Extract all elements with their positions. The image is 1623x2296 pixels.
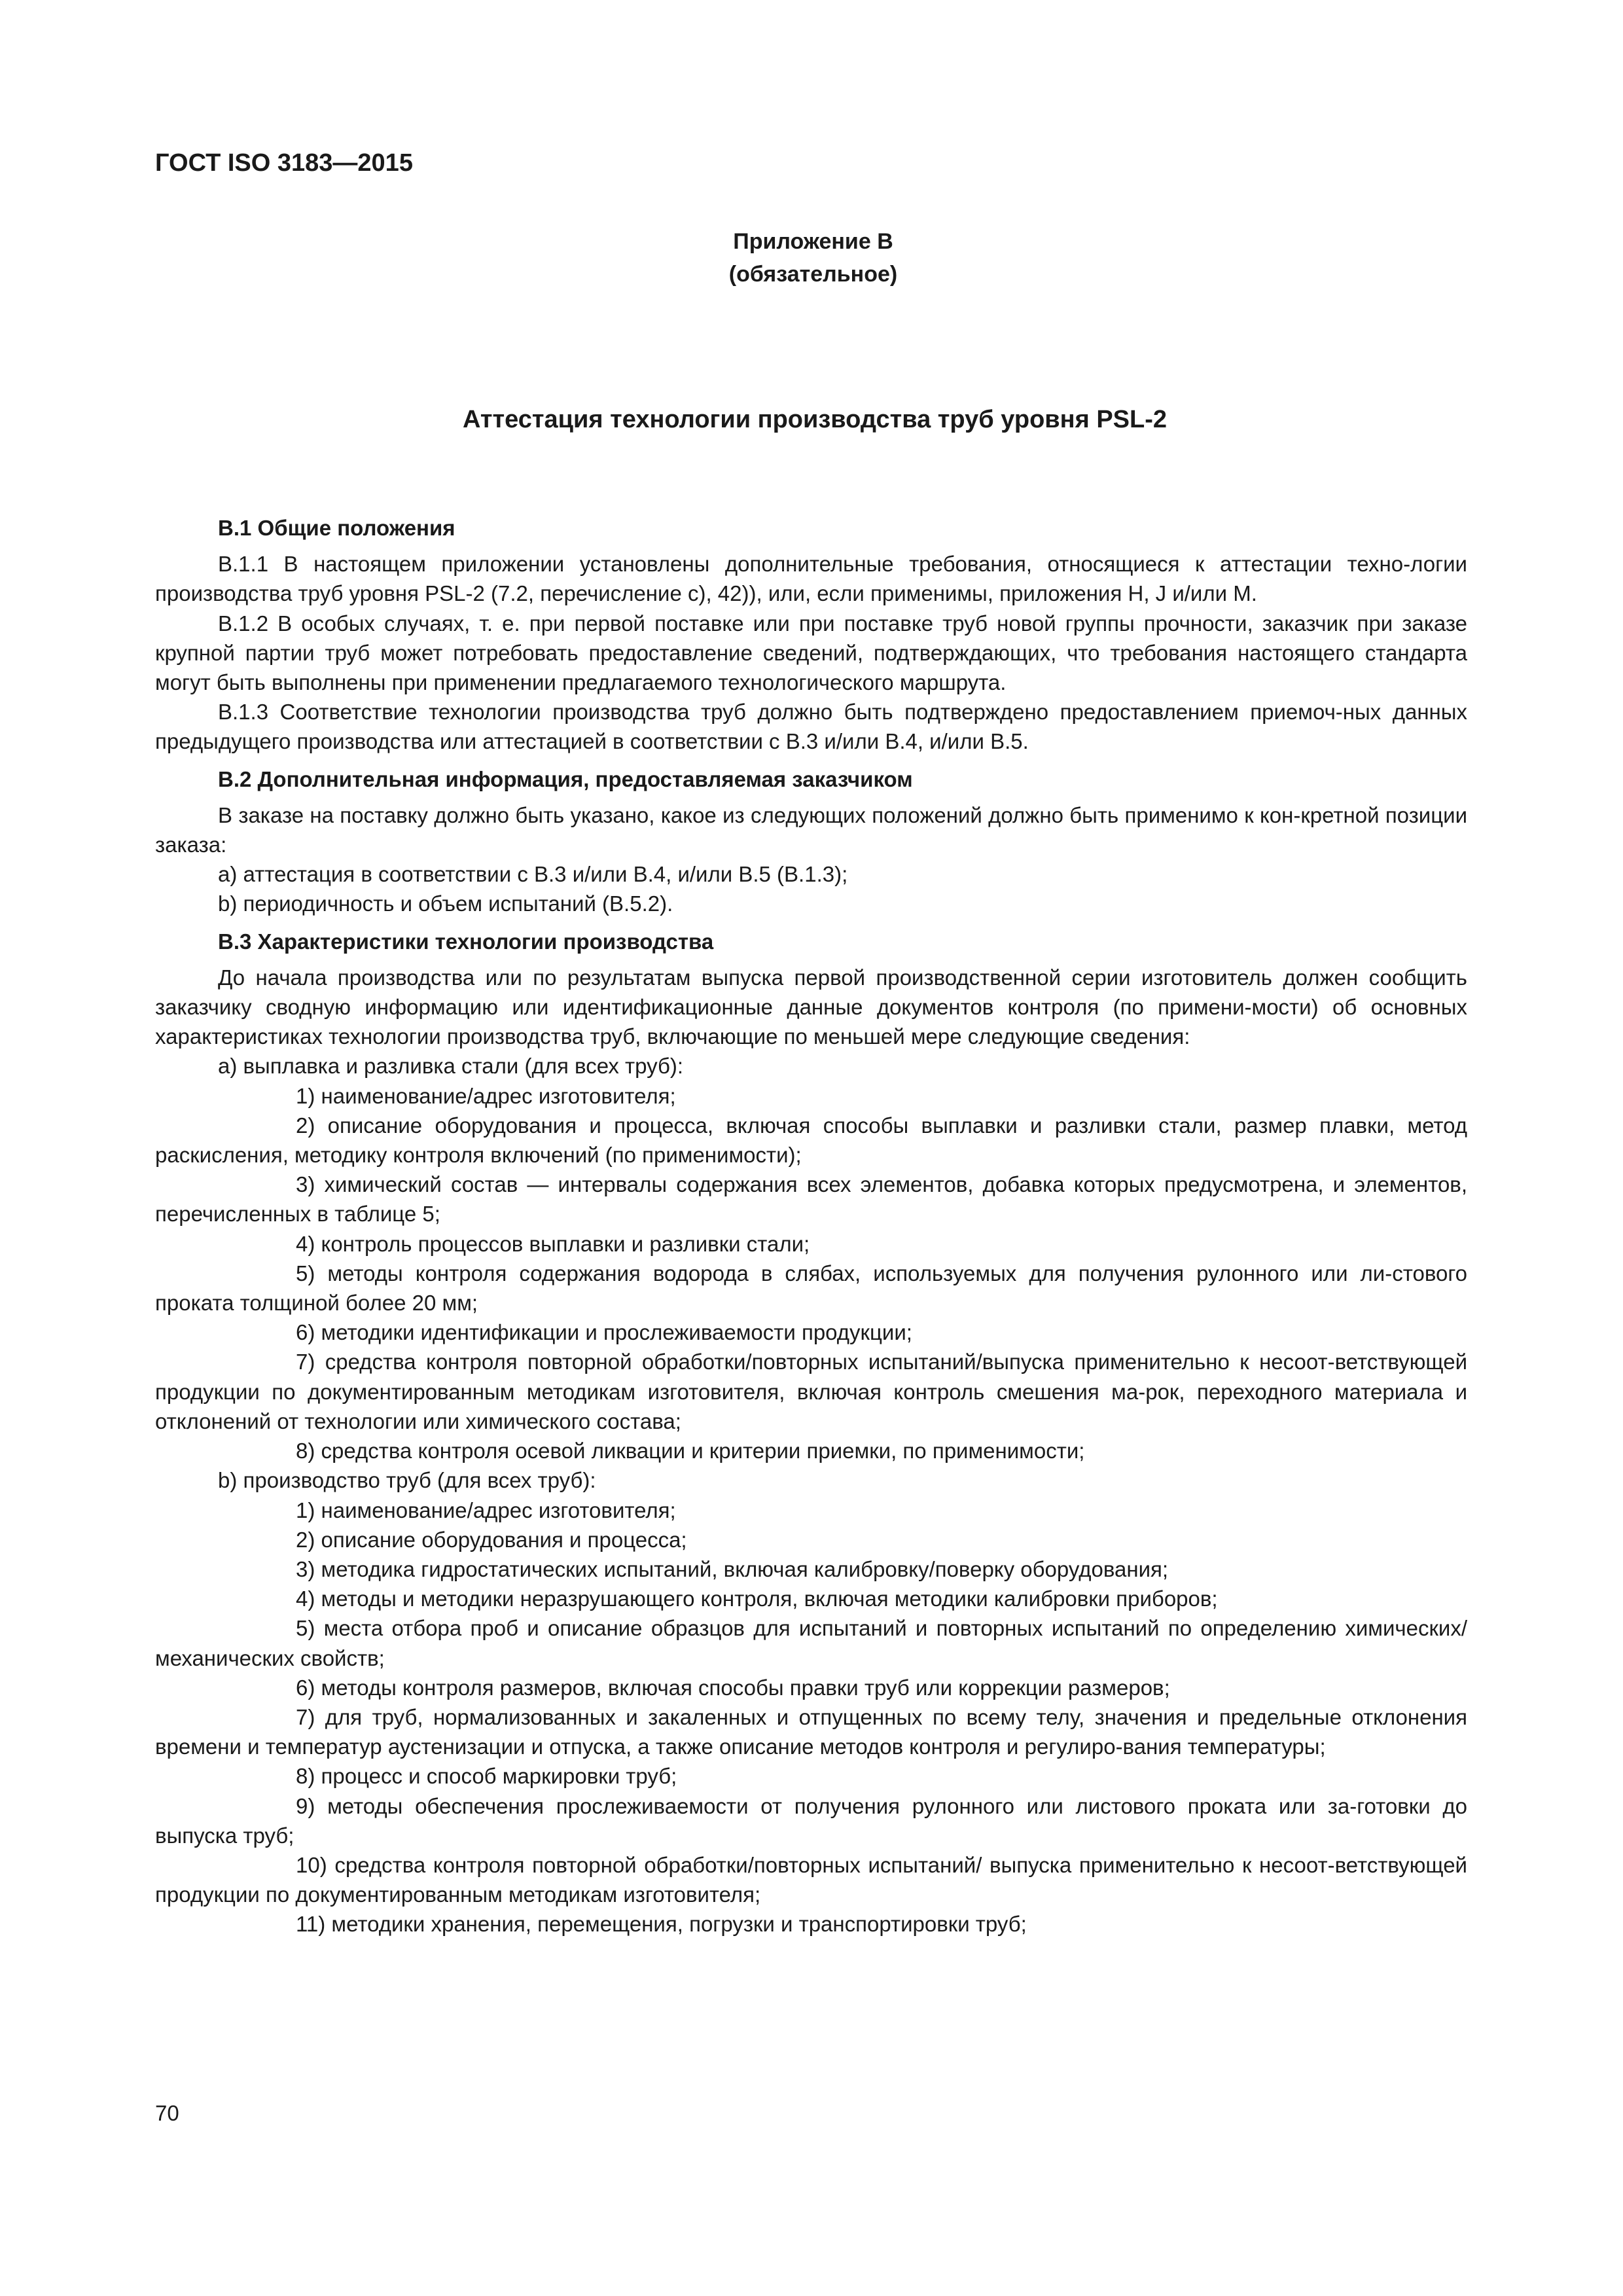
- list-subitem: 4) методы и методики неразрушающего контроля, включая методики калибровки приборов;: [296, 1587, 1218, 1611]
- list-item-b3-b: b) производство труб (для всех труб):: [218, 1468, 596, 1493]
- list-subitem: 10) средства контроля повторной обработки/повторных испытаний/ выпуска применительно к несоот-ветствующей продукции по документированным методикам изготовителя;: [155, 1852, 1467, 1907]
- list-subitem: 5) методы контроля содержания водорода в слябах, используемых для получения рулонного или ли-стового проката толщиной более 20 мм;: [155, 1261, 1467, 1316]
- list-subitem: 3) методика гидростатических испытаний, включая калибровку/поверку оборудования;: [296, 1556, 1169, 1581]
- section-heading-b1: В.1 Общие положения: [218, 516, 455, 540]
- section-heading-b3: В.3 Характеристики технологии производства: [218, 929, 714, 954]
- list-subitem: 9) методы обеспечения прослеживаемости от получения рулонного или листового проката или за-готовки до выпуска труб;: [155, 1793, 1467, 1848]
- paragraph-b1-3: В.1.3 Соответствие технологии производства труб должно быть подтверждено предоставлением приемоч-ных данных предыдущего производства или аттестацией в соответствии с В.3 и/или В.4, и/или В.5.: [155, 700, 1467, 754]
- annex-status: (обязательное): [728, 262, 898, 287]
- annex-title: Аттестация технологии производства труб уровня PSL-2: [462, 406, 1168, 433]
- paragraph-b2-1: В заказе на поставку должно быть указано, какое из следующих положений должно быть применимо к кон-кретной позиции заказа:: [155, 802, 1467, 857]
- paragraph-b1-1: В.1.1 В настоящем приложении установлены дополнительные требования, относящиеся к аттестации техно-логии производства труб уровня PSL-2 (7.2, перечисление с), 42)), или, если применимы, приложения Н, J и/или М.: [155, 552, 1467, 606]
- paragraph-b1-2: В.1.2 В особых случаях, т. е. при первой поставке или при поставке труб новой группы прочности, заказчик при заказе крупной партии труб может потребовать предоставление сведений, подтверждающих, что требования настоящего стандарта могут быть выполнены при применении предлагаемого технологического маршрута.: [155, 611, 1467, 695]
- paragraph-b3-1: До начала производства или по результатам выпуска первой производственной серии изготовитель должен сообщить заказчику сводную информацию или идентификационные данные документов контроля (по примени-мости) об основных характеристиках технологии производства труб, включающие по меньшей мере следующие сведения:: [155, 965, 1467, 1049]
- list-item-b2-a: а) аттестация в соответствии с В.3 и/или В.4, и/или В.5 (В.1.3);: [218, 862, 848, 887]
- page-number: 70: [155, 2101, 179, 2125]
- list-item-b2-b: b) периодичность и объем испытаний (В.5.2).: [218, 891, 673, 916]
- list-subitem: 7) для труб, нормализованных и закаленных и отпущенных по всему телу, значения и предельные отклонения времени и температур аустенизации и отпуска, а также описание методов контроля и регулиро-вания температуры;: [155, 1704, 1467, 1759]
- annex-name: Приложение В: [733, 229, 893, 254]
- list-item-b3-a: а) выплавка и разливка стали (для всех труб):: [218, 1054, 684, 1079]
- list-subitem: 4) контроль процессов выплавки и разливки стали;: [296, 1231, 810, 1256]
- list-subitem: 11) методики хранения, перемещения, погрузки и транспортировки труб;: [296, 1912, 1027, 1937]
- list-subitem: 6) методы контроля размеров, включая способы правки труб или коррекции размеров;: [296, 1675, 1170, 1700]
- section-heading-b2: В.2 Дополнительная информация, предоставляемая заказчиком: [218, 766, 913, 791]
- list-subitem: 7) средства контроля повторной обработки/повторных испытаний/выпуска применительно к несоот-ветствующей продукции по документированным методикам изготовителя, включая контроль смешения ма-рок, переходного материала и отклонений от технологии или химического состава;: [155, 1350, 1467, 1433]
- list-subitem: 1) наименование/адрес изготовителя;: [296, 1498, 676, 1522]
- list-subitem: 2) описание оборудования и процесса;: [296, 1527, 687, 1552]
- annex-heading: [0, 225, 1623, 291]
- standard-designation: ГОСТ ISO 3183—2015: [155, 149, 413, 177]
- list-subitem: 8) процесс и способ маркировки труб;: [296, 1764, 677, 1789]
- list-subitem: 2) описание оборудования и процесса, включая способы выплавки и разливки стали, размер плавки, метод раскисления, методику контроля включений (по применимости);: [155, 1113, 1467, 1168]
- list-subitem: 5) места отбора проб и описание образцов для испытаний и повторных испытаний по определению химических/механических свойств;: [155, 1616, 1467, 1670]
- list-subitem: 1) наименование/адрес изготовителя;: [296, 1083, 676, 1108]
- document-body: [155, 513, 1467, 1939]
- list-subitem: 3) химический состав — интервалы содержания всех элементов, добавка которых предусмотрена, и элементов, перечисленных в таблице 5;: [155, 1172, 1467, 1227]
- list-subitem: 8) средства контроля осевой ликвации и критерии приемки, по применимости;: [296, 1439, 1085, 1463]
- list-subitem: 6) методики идентификации и прослеживаемости продукции;: [296, 1320, 912, 1345]
